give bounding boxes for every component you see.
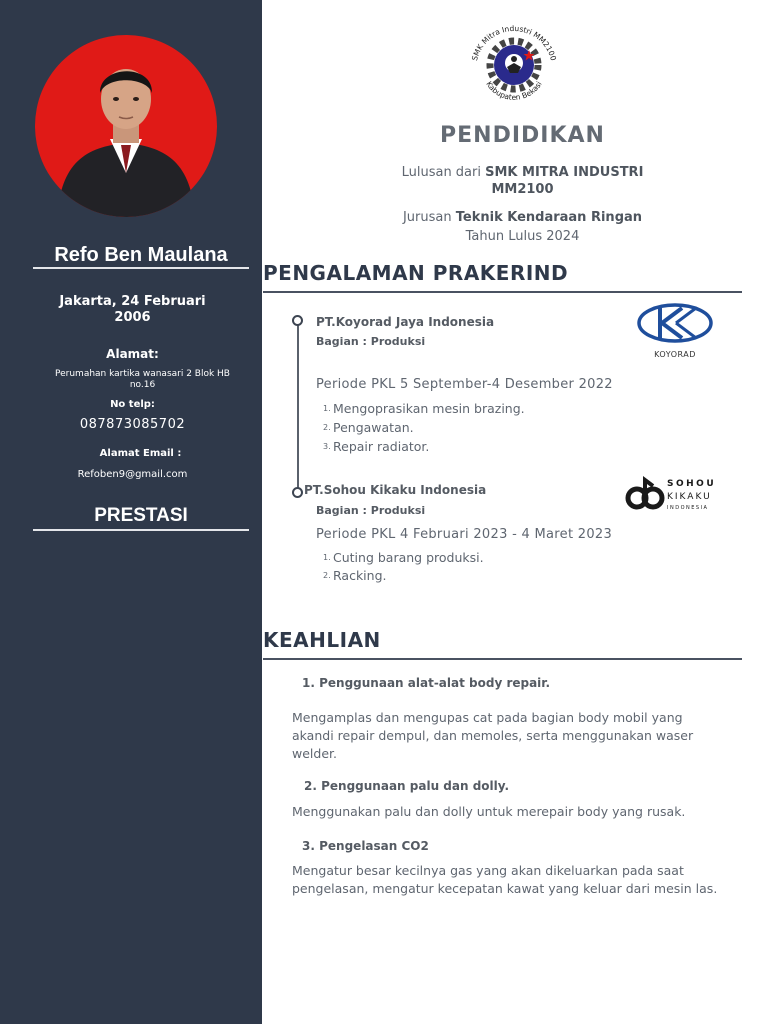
internship-period: Periode PKL 4 Februari 2023 - 4 Maret 2023 (316, 527, 613, 542)
profile-photo (35, 35, 217, 217)
skill-title (304, 779, 509, 793)
task-text: Pengawatan. (333, 420, 414, 435)
email-value: Refoben9@gmail.com (77, 469, 188, 480)
skill-description (292, 709, 742, 763)
timeline-line (297, 321, 299, 492)
skill-number: 3. (302, 839, 315, 853)
skill-number: 1. (302, 676, 315, 690)
phone-value: 087873085702 (79, 417, 186, 432)
task-text: Mengoprasikan mesin brazing. (333, 401, 525, 416)
email-label: Alamat Email : (99, 448, 182, 459)
graduate-prefix: Lulusan dari (401, 165, 481, 180)
school-logo-ring-text: SMK Mitra Industri MM2100 (470, 23, 558, 62)
education-school-line2 (360, 181, 685, 198)
school-name-line1: SMK MITRA INDUSTRI (485, 165, 644, 180)
skill-description-line: Mengamplas dan mengupas cat pada bagian body mobil yang (292, 710, 683, 725)
internship-divider (263, 291, 742, 293)
achievements-title: PRESTASI (94, 505, 188, 526)
skill-description-line: welder. (292, 746, 337, 761)
task-item: 3. Repair radiator. (323, 439, 430, 454)
koyorad-logo (636, 303, 714, 359)
skill-description (292, 862, 742, 898)
task-item: 2. Pengawatan. (323, 420, 414, 435)
major-prefix: Jurusan (402, 210, 452, 225)
skill-description-line: akandi repair dempul, dan memoles, serta menggunakan waser (292, 728, 694, 743)
task-item: 2. Racking. (323, 568, 387, 583)
sohou-logo-mid: KIKAKU (667, 492, 712, 502)
skills-divider (263, 658, 742, 660)
company-department: Bagian : Produksi (316, 504, 426, 517)
koyorad-logo-text: KOYORAD (654, 350, 696, 359)
koyorad-mark-icon (636, 303, 714, 345)
phone-label: No telp: (110, 399, 155, 410)
task-text: Cuting barang produksi. (333, 550, 484, 565)
company-name: PT.Sohou Kikaku Indonesia (304, 483, 487, 497)
address-label: Alamat: (106, 347, 159, 361)
achievements-divider (33, 529, 249, 531)
skill-title (302, 676, 550, 690)
address-value: Perumahan kartika wanasari 2 Blok HB no.16 (55, 369, 230, 390)
timeline-dot (292, 315, 303, 326)
major-name: Teknik Kendaraan Ringan (455, 210, 643, 225)
graduation-year: Tahun Lulus 2024 (465, 229, 580, 244)
skill-description-line: Menggunakan palu dan dolly untuk merepair body yang rusak. (292, 804, 686, 819)
name-divider (33, 267, 249, 269)
sohou-mark-icon (625, 476, 665, 516)
education-major-line (360, 209, 685, 226)
internship-period: Periode PKL 5 September-4 Desember 2022 (316, 377, 613, 392)
task-text: Repair radiator. (333, 439, 430, 454)
skill-description-line: pengelasan, mengatur kecepatan kawat yang keluar dari mesin las. (292, 881, 718, 896)
sohou-logo (625, 476, 729, 516)
school-logo (462, 13, 566, 117)
skill-title (302, 839, 429, 853)
skill-description-line: Mengatur besar kecilnya gas yang akan dikeluarkan pada saat (292, 863, 684, 878)
sidebar (0, 0, 262, 1024)
skill-description (292, 803, 742, 821)
task-item: 1. Mengoprasikan mesin brazing. (323, 401, 525, 416)
skill-name: Penggunaan palu dan dolly. (321, 779, 510, 793)
school-name-line2: MM2100 (491, 182, 554, 197)
company-name: PT.Koyorad Jaya Indonesia (316, 315, 495, 329)
person-photo-icon (35, 35, 217, 217)
skill-name: Pengelasan CO2 (319, 839, 429, 853)
sohou-logo-top: SOHOU (667, 479, 717, 489)
education-title: PENDIDIKAN (440, 123, 605, 148)
skill-number: 2. (304, 779, 317, 793)
company-department: Bagian : Produksi (316, 335, 426, 348)
task-text: Racking. (333, 568, 387, 583)
sohou-logo-bottom: INDONESIA (667, 505, 709, 511)
skill-name: Penggunaan alat-alat body repair. (319, 676, 551, 690)
skills-title: KEAHLIAN (263, 628, 381, 652)
timeline-dot (292, 487, 303, 498)
school-logo-bottom-text: Kabupaten Bekasi (484, 79, 544, 102)
birth-info: Jakarta, 24 Februari 2006 (59, 294, 206, 325)
education-school-line (360, 164, 685, 181)
task-item: 1. Cuting barang produksi. (323, 550, 484, 565)
internship-title: PENGALAMAN PRAKERIND (263, 261, 569, 285)
full-name: Refo Ben Maulana (54, 244, 228, 266)
